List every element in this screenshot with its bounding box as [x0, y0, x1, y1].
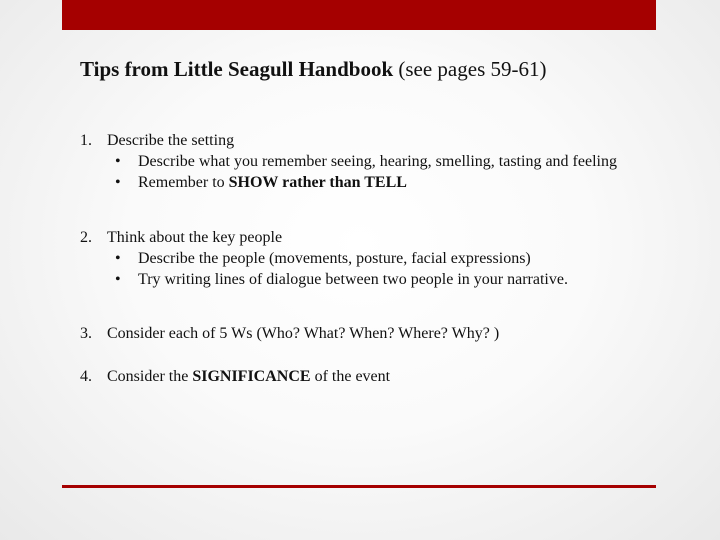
item-text: Describe the setting	[107, 132, 235, 149]
title-bold: Tips from Little Seagull Handbook	[80, 57, 394, 81]
bullet-icon: •	[115, 250, 121, 267]
sub-bullets	[107, 248, 660, 290]
item-number: 4.	[80, 368, 92, 385]
item-text: Think about the key people	[107, 229, 283, 246]
item-text-end: of the event	[310, 368, 391, 385]
bullet-text: Remember to	[138, 174, 229, 191]
top-accent-bar	[62, 0, 656, 30]
sub-bullet	[107, 269, 660, 290]
list-item-3	[80, 323, 660, 344]
sub-bullet	[107, 172, 660, 193]
item-text: Consider the	[107, 368, 193, 385]
sub-bullet	[107, 151, 660, 172]
bottom-divider	[62, 485, 656, 488]
slide-title	[80, 55, 600, 84]
bullet-icon: •	[115, 153, 121, 170]
sub-bullet	[107, 248, 660, 269]
item-text: Consider each of 5 Ws (Who? What? When? Where? Why? )	[107, 325, 500, 342]
tips-list	[80, 130, 660, 387]
bullet-text: Describe the people (movements, posture, facial expressions)	[138, 250, 531, 267]
list-item-4	[80, 366, 660, 387]
bullet-text: Try writing lines of dialogue between two people in your narrative.	[138, 271, 568, 288]
list-item-1	[80, 130, 660, 193]
item-number: 2.	[80, 229, 92, 246]
item-number: 3.	[80, 325, 92, 342]
item-number: 1.	[80, 132, 92, 149]
list-item-2	[80, 227, 660, 290]
title-rest: (see pages 59-61)	[393, 57, 547, 81]
bullet-emphasis: SHOW rather than TELL	[228, 174, 407, 191]
bullet-icon: •	[115, 271, 121, 288]
sub-bullets	[107, 151, 660, 193]
item-emphasis: SIGNIFICANCE	[192, 368, 311, 385]
bullet-text: Describe what you remember seeing, hearing, smelling, tasting and feeling	[138, 153, 617, 170]
bullet-icon: •	[115, 174, 121, 191]
